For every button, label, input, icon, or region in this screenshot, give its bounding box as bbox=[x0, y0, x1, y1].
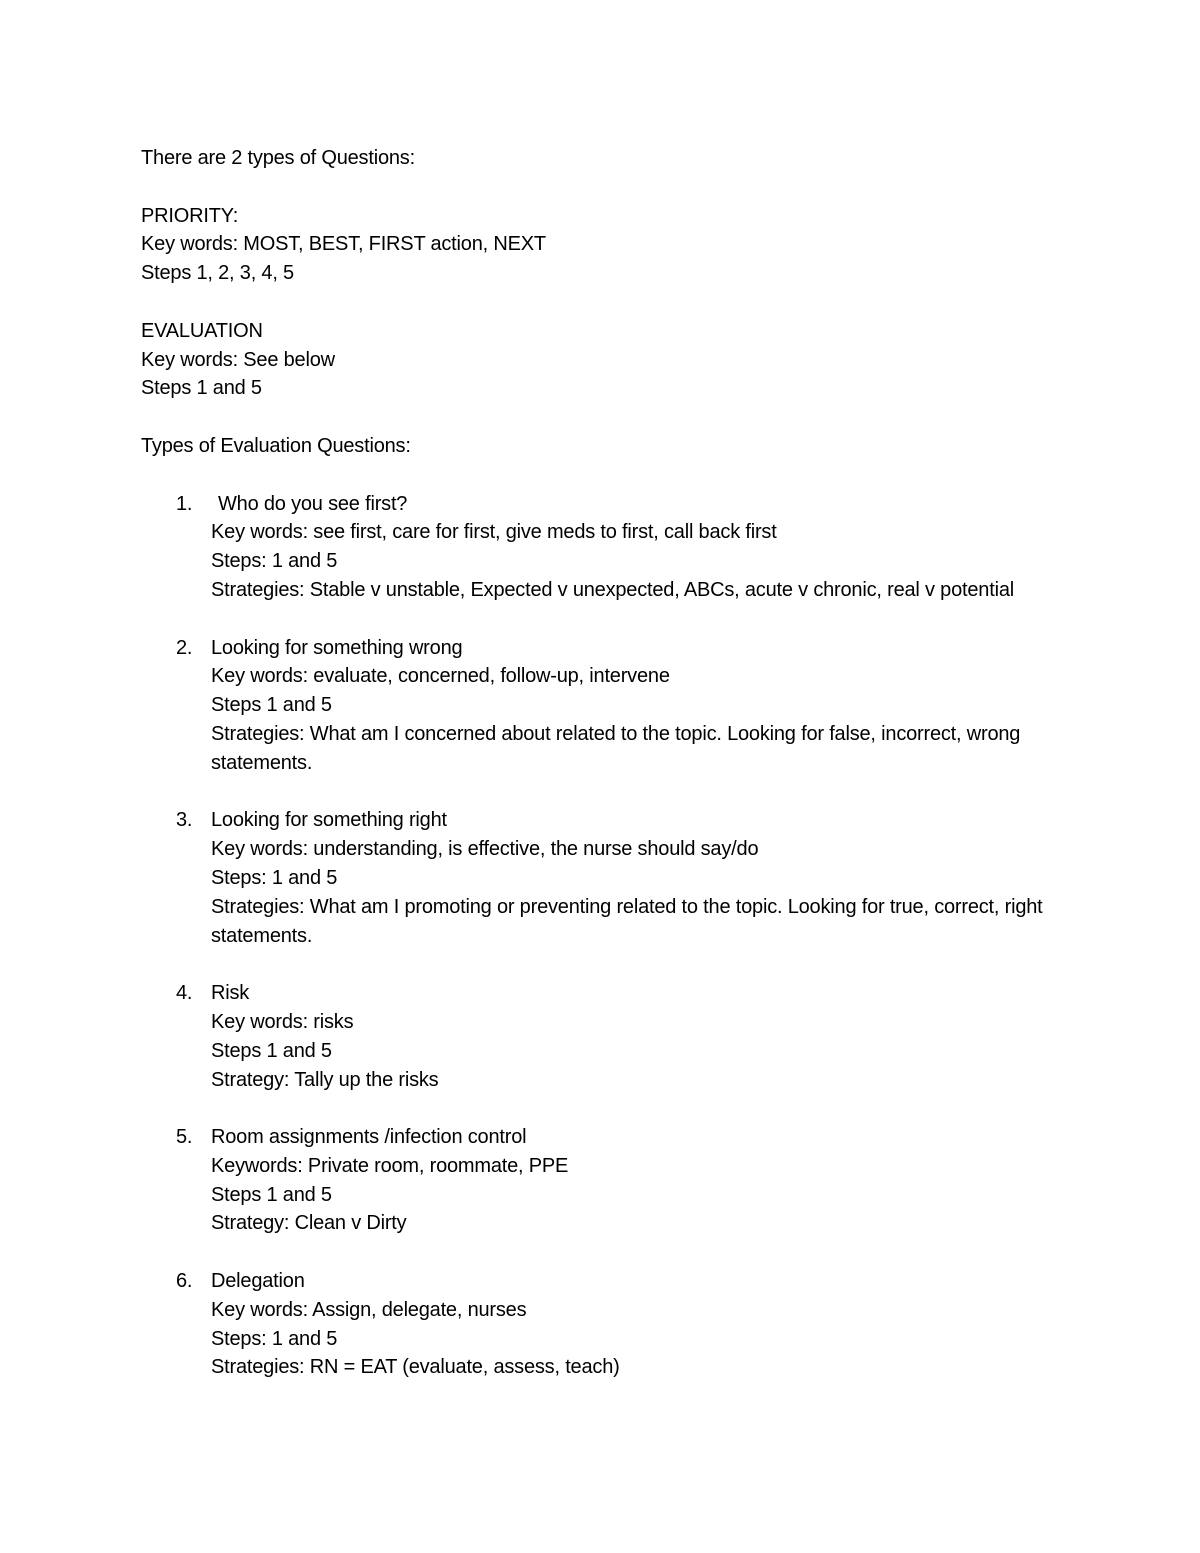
list-number: 3. bbox=[176, 809, 193, 832]
priority-title: PRIORITY: bbox=[141, 204, 239, 227]
priority-keywords: Key words: MOST, BEST, FIRST action, NEXT bbox=[141, 233, 546, 256]
list-number: 1. bbox=[176, 492, 193, 515]
spacer bbox=[141, 403, 1081, 432]
evaluation-title: EVALUATION bbox=[141, 319, 263, 342]
spacer bbox=[141, 950, 1081, 979]
list-item-steps: Steps 1 and 5 bbox=[211, 694, 332, 717]
list-item bbox=[141, 490, 1081, 605]
list-item-strategy: Strategy: Tally up the risks bbox=[211, 1068, 439, 1091]
list-item-body bbox=[211, 1123, 1081, 1238]
list-item-keywords: Keywords: Private room, roommate, PPE bbox=[211, 1154, 569, 1177]
evaluation-steps: Steps 1 and 5 bbox=[141, 377, 262, 400]
list-number: 6. bbox=[176, 1270, 193, 1293]
list-item-strategy: Strategies: RN = EAT (evaluate, assess, teach) bbox=[211, 1356, 620, 1379]
document-body bbox=[141, 144, 1081, 1382]
list-item-steps: Steps: 1 and 5 bbox=[211, 1327, 338, 1350]
spacer bbox=[141, 778, 1081, 807]
evaluation-keywords: Key words: See below bbox=[141, 348, 335, 371]
list-item-strategy: Strategy: Clean v Dirty bbox=[211, 1212, 407, 1235]
list-item-steps: Steps: 1 and 5 bbox=[211, 866, 338, 889]
list-item-body bbox=[211, 979, 1081, 1094]
list-item-steps: Steps: 1 and 5 bbox=[211, 550, 338, 573]
list-item-title: Risk bbox=[211, 982, 250, 1005]
list-item-steps: Steps 1 and 5 bbox=[211, 1183, 332, 1206]
list-item-keywords: Key words: evaluate, concerned, follow-up, intervene bbox=[211, 665, 670, 688]
list-item-steps: Steps 1 and 5 bbox=[211, 1039, 332, 1062]
list-item bbox=[141, 979, 1081, 1094]
list-item-strategy: Strategies: What am I promoting or preventing related to the topic. Looking for true, correct, right statements. bbox=[211, 895, 1043, 947]
list-item-keywords: Key words: understanding, is effective, the nurse should say/do bbox=[211, 838, 759, 861]
list-item bbox=[141, 806, 1081, 950]
list-item-keywords: Key words: risks bbox=[211, 1010, 354, 1033]
list-item-keywords: Key words: see first, care for first, give meds to first, call back first bbox=[211, 521, 777, 544]
list-item-strategy: Strategies: What am I concerned about related to the topic. Looking for false, incorrect, wrong statements. bbox=[211, 722, 1021, 774]
list-item bbox=[141, 1267, 1081, 1382]
list-item-title: Who do you see first? bbox=[218, 492, 408, 515]
list-item-body bbox=[211, 490, 1081, 605]
list-item-body bbox=[211, 634, 1081, 778]
spacer bbox=[141, 173, 1081, 202]
list-number: 2. bbox=[176, 636, 193, 659]
list-item-body bbox=[211, 806, 1081, 950]
list-item-strategy: Strategies: Stable v unstable, Expected v unexpected, ABCs, acute v chronic, real v potential bbox=[211, 578, 1014, 601]
spacer bbox=[141, 288, 1081, 317]
list-item-title: Room assignments /infection control bbox=[211, 1126, 527, 1149]
intro-heading: There are 2 types of Questions: bbox=[141, 147, 415, 169]
priority-steps: Steps 1, 2, 3, 4, 5 bbox=[141, 262, 294, 285]
types-heading: Types of Evaluation Questions: bbox=[141, 434, 411, 457]
spacer bbox=[141, 605, 1081, 634]
list-item-title: Looking for something wrong bbox=[211, 636, 463, 659]
list-item-body bbox=[211, 1267, 1081, 1382]
list-number: 4. bbox=[176, 982, 193, 1005]
list-item bbox=[141, 634, 1081, 778]
list-number: 5. bbox=[176, 1126, 193, 1149]
list-item-title: Looking for something right bbox=[211, 809, 447, 832]
spacer bbox=[141, 1238, 1081, 1267]
spacer bbox=[141, 1094, 1081, 1123]
spacer bbox=[141, 461, 1081, 490]
list-item-keywords: Key words: Assign, delegate, nurses bbox=[211, 1298, 527, 1321]
list-item bbox=[141, 1123, 1081, 1238]
list-item-title: Delegation bbox=[211, 1270, 305, 1293]
